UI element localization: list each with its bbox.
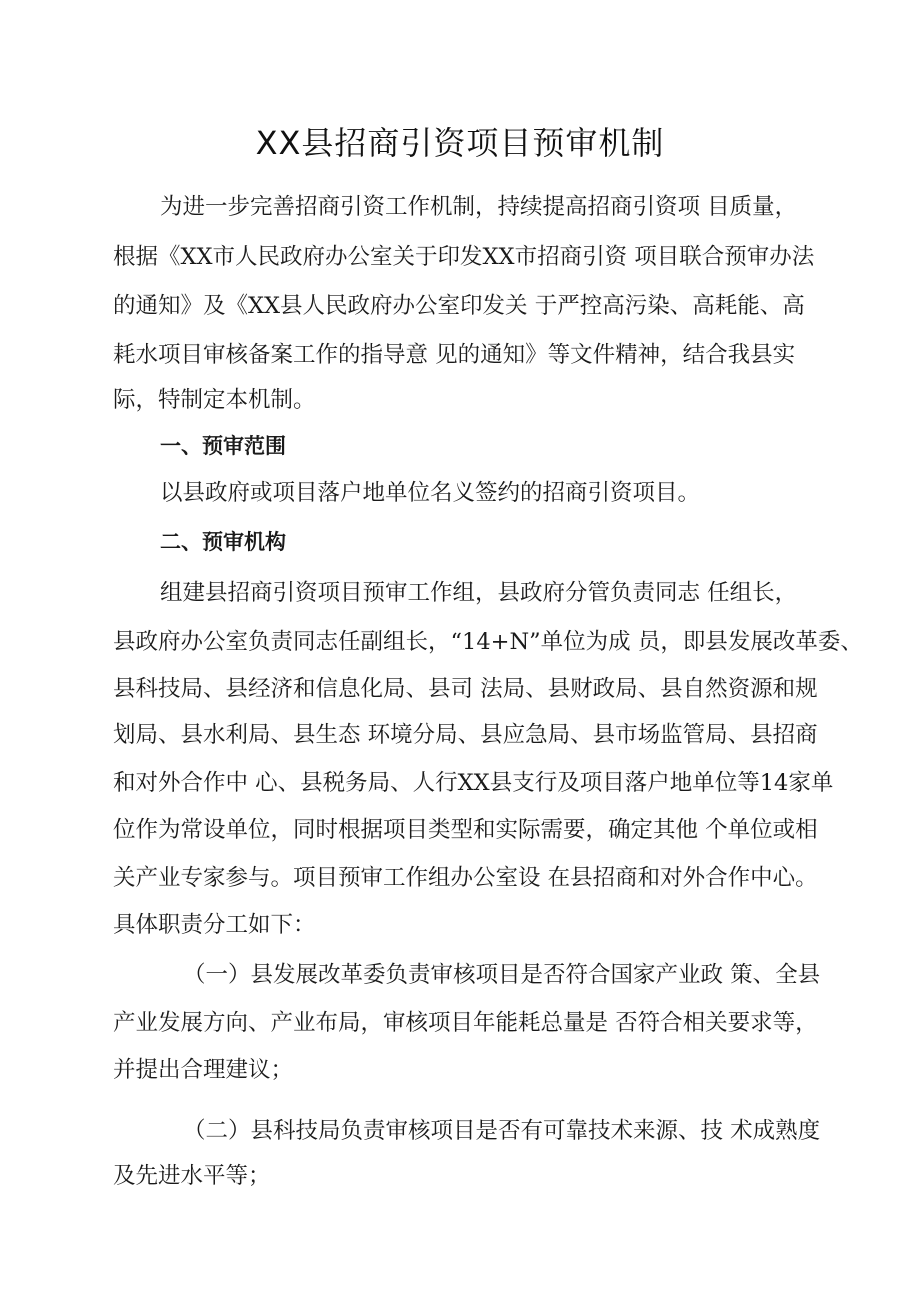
item2-line-1: （二）县科技局负责审核项目是否有可靠技术来源、技 术成熟度 — [183, 1118, 821, 1144]
section1-heading: 一、预审范围 — [160, 434, 286, 458]
intro-line-1: 为进一步完善招商引资工作机制，持续提高招商引资项 目质量， — [160, 194, 798, 220]
section2-line-5: 和对外合作中 心、县税务局、人行XX县支行及项目落户地单位等14家单 — [113, 770, 834, 796]
section2-line-7: 关产业专家参与。项目预审工作组办公室设 在县招商和对外合作中心。 — [113, 865, 818, 891]
section2-line-3: 县科技局、县经济和信息化局、县司 法局、县财政局、县自然资源和规 — [113, 676, 818, 702]
item1-line-1: （一）县发展改革委负责审核项目是否符合国家产业政 策、全县 — [183, 962, 821, 988]
document-title: XX县招商引资项目预审机制 — [255, 124, 665, 162]
section2-line-4: 划局、县水利局、县生态 环境分局、县应急局、县市场监管局、县招商 — [113, 722, 818, 748]
item2-line-2: 及先进水平等； — [113, 1163, 271, 1189]
section2-line-1: 组建县招商引资项目预审工作组，县政府分管负责同志 任组长， — [160, 580, 798, 606]
section2-line-2: 县政府办公室负责同志任副组长，“14+N”单位为成 员，即县发展改革委、 — [113, 629, 863, 655]
intro-line-4: 耗水项目审核备案工作的指导意 见的通知》等文件精神，结合我县实 — [113, 342, 796, 368]
intro-line-2: 根据《XX市人民政府办公室关于印发XX市招商引资 项目联合预审办法 — [113, 244, 815, 270]
section2-line-8: 具体职责分工如下： — [113, 912, 316, 938]
section1-text: 以县政府或项目落户地单位名义签约的招商引资项目。 — [160, 480, 701, 506]
section2-line-6: 位作为常设单位，同时根据项目类型和实际需要，确定其他 个单位或相 — [113, 817, 818, 843]
intro-line-3: 的通知》及《XX县人民政府办公室印发关 于严控高污染、高耗能、高 — [113, 293, 805, 319]
section2-heading: 二、预审机构 — [160, 530, 286, 554]
item1-line-3: 并提出合理建议； — [113, 1057, 294, 1083]
intro-line-5: 际，特制定本机制。 — [113, 387, 316, 413]
item1-line-2: 产业发展方向、产业布局，审核项目年能耗总量是 否符合相关要求等， — [113, 1010, 818, 1036]
